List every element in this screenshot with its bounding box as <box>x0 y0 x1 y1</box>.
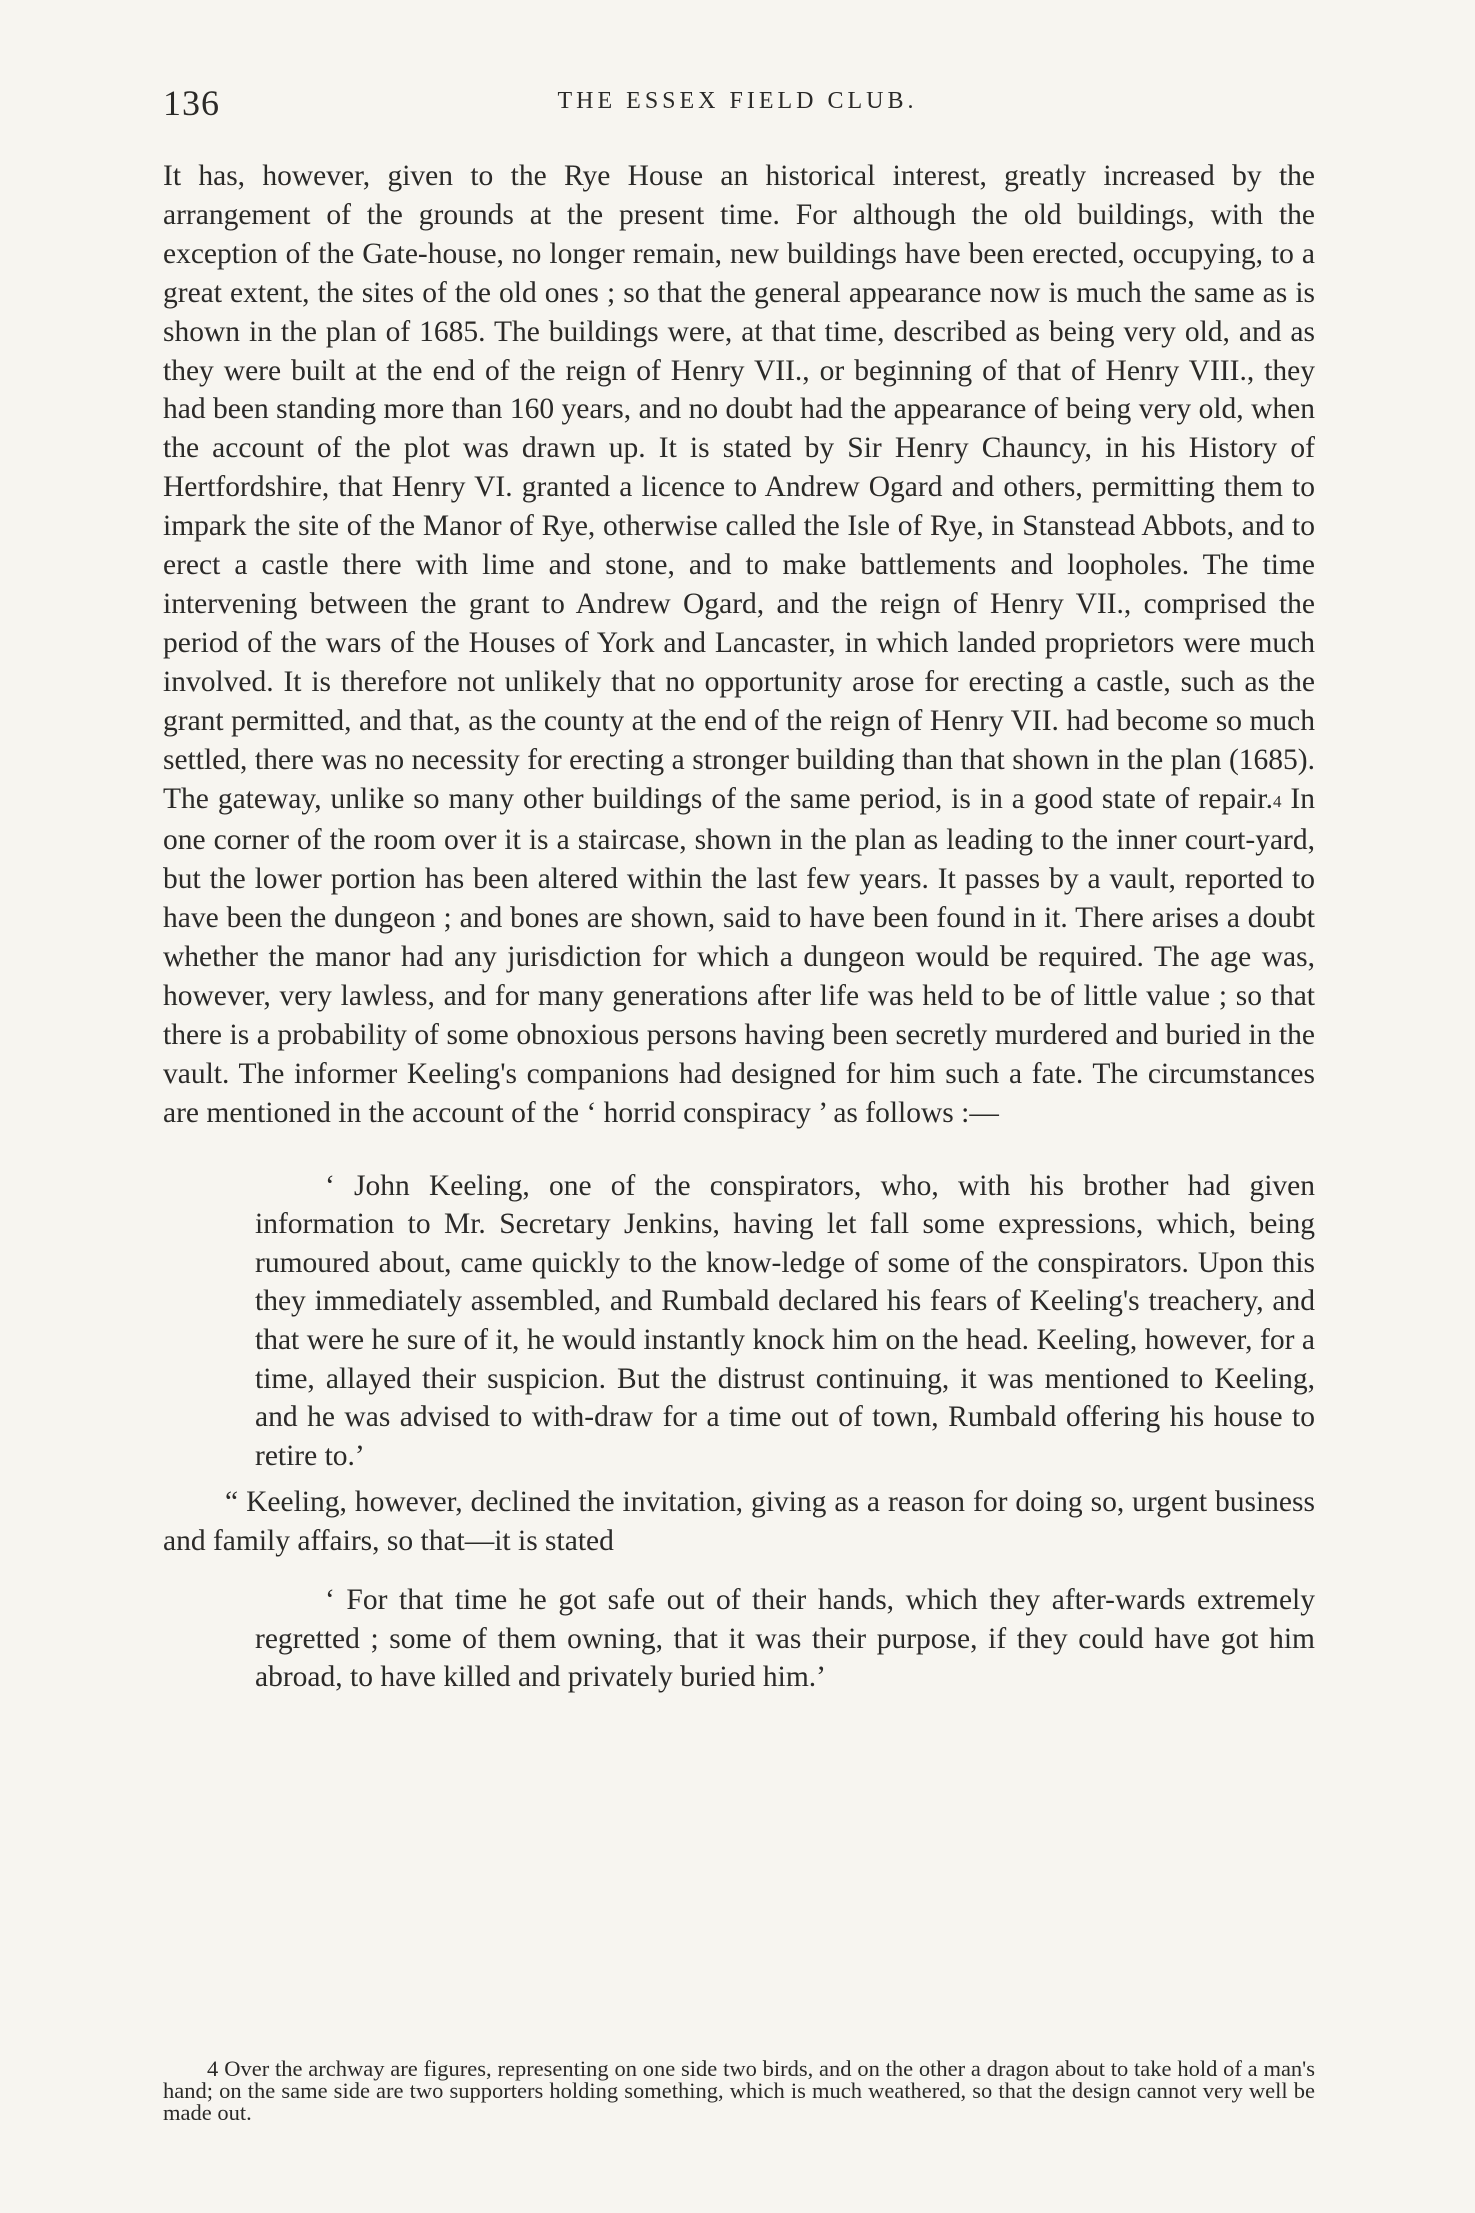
page-header <box>163 82 1312 126</box>
paragraph-text: It has, however, given to the Rye House an historical interest, greatly increased by the arrangement of the grounds at the present time. For although the old buildings, with the exception of the Gate-house, no longer remain, new buildings have been erected, occupying, to a great extent, the sites of the old ones ; so that the general appearance now is much the same as is shown in the plan of 1685. The buildings were, at that time, described as being very old, and as they were built at the end of the reign of Henry VII., or beginning of that of Henry VIII., they had been standing more than 160 years, and no doubt had the appearance of being very old, when the account of the plot was drawn up. It is stated by Sir Henry Chauncy, in his History of Hertfordshire, that Henry VI. granted a licence to Andrew Ogard and others, permitting them to impark the site of the Manor of Rye, otherwise called the Isle of Rye, in Stanstead Abbots, and to erect a castle there with lime and stone, and to make battlements and loopholes. The time intervening between the grant to Andrew Ogard, and the reign of Henry VII., comprised the period of the wars of the Houses of York and Lancaster, in which landed proprietors were much involved. It is therefore not unlikely that no opportunity arose for erecting a castle, such as the grant permitted, and that, as the county at the end of the reign of Henry VII. had become so much settled, there was no necessity for erecting a stronger building than that shown in the plan (1685). The gateway, unlike so many other buildings of the same period, is in a good state of repair. <box>163 160 1315 815</box>
block-quote: ‘ John Keeling, one of the conspirators, who, with his brother had given information to Mr. Secretary Jenkins, having let fall some expressions, which, being rumoured about, came quickly to the know-ledge of some of the conspirators. Upon this they immediately assembled, and Rumbald declared his fears of Keeling's treachery, and that were he sure of it, he would instantly knock him on the head. Keeling, however, for a time, allayed their suspicion. But the distrust continuing, it was mentioned to Keeling, and he was advised to with-draw for a time out of town, Rumbald offering his house to retire to.’ <box>255 1169 1315 1472</box>
running-title: THE ESSEX FIELD CLUB. <box>557 88 918 114</box>
footnote <box>163 2058 1315 2124</box>
footnote-reference: 4 <box>1272 791 1282 811</box>
body-text <box>163 157 1315 1697</box>
paragraph <box>163 157 1315 1133</box>
paragraph-text-continued: In one corner of the room over it is a staircase, shown in the plan as leading to the inner court-yard, but the lower portion has been altered within the last few years. It passes by a vault, reported to have been the dungeon ; and bones are shown, said to have been found in it. There arises a doubt whether the manor had any jurisdiction for which a dungeon would be required. The age was, however, very lawless, and for many generations after life was held to be of little value ; so that there is a probability of some obnoxious persons having been secretly murdered and buried in the vault. The informer Keeling's companions had designed for him such a fate. The circumstances are mentioned in the account of the ‘ horrid conspiracy ’ as follows :— <box>163 782 1316 1129</box>
paragraph: “ Keeling, however, declined the invitation, giving as a reason for doing so, urgent business and family affairs, so that—it is stated <box>163 1486 1315 1558</box>
page-number: 136 <box>163 83 220 123</box>
footnote-text: Over the archway are figures, representing on one side two birds, and on the other a dragon about to take hold of a man's hand; on the same side are two supporters holding something, which is much weathered, so that the design cannot very well be made out. <box>163 2056 1315 2125</box>
footnote-number: 4 <box>207 2056 219 2081</box>
block-quote: ‘ For that time he got safe out of their hands, which they after-wards extremely regretted ; some of them owning, that it was their purpose, if they could have got him abroad, to have killed and privately buried him.’ <box>255 1584 1315 1694</box>
